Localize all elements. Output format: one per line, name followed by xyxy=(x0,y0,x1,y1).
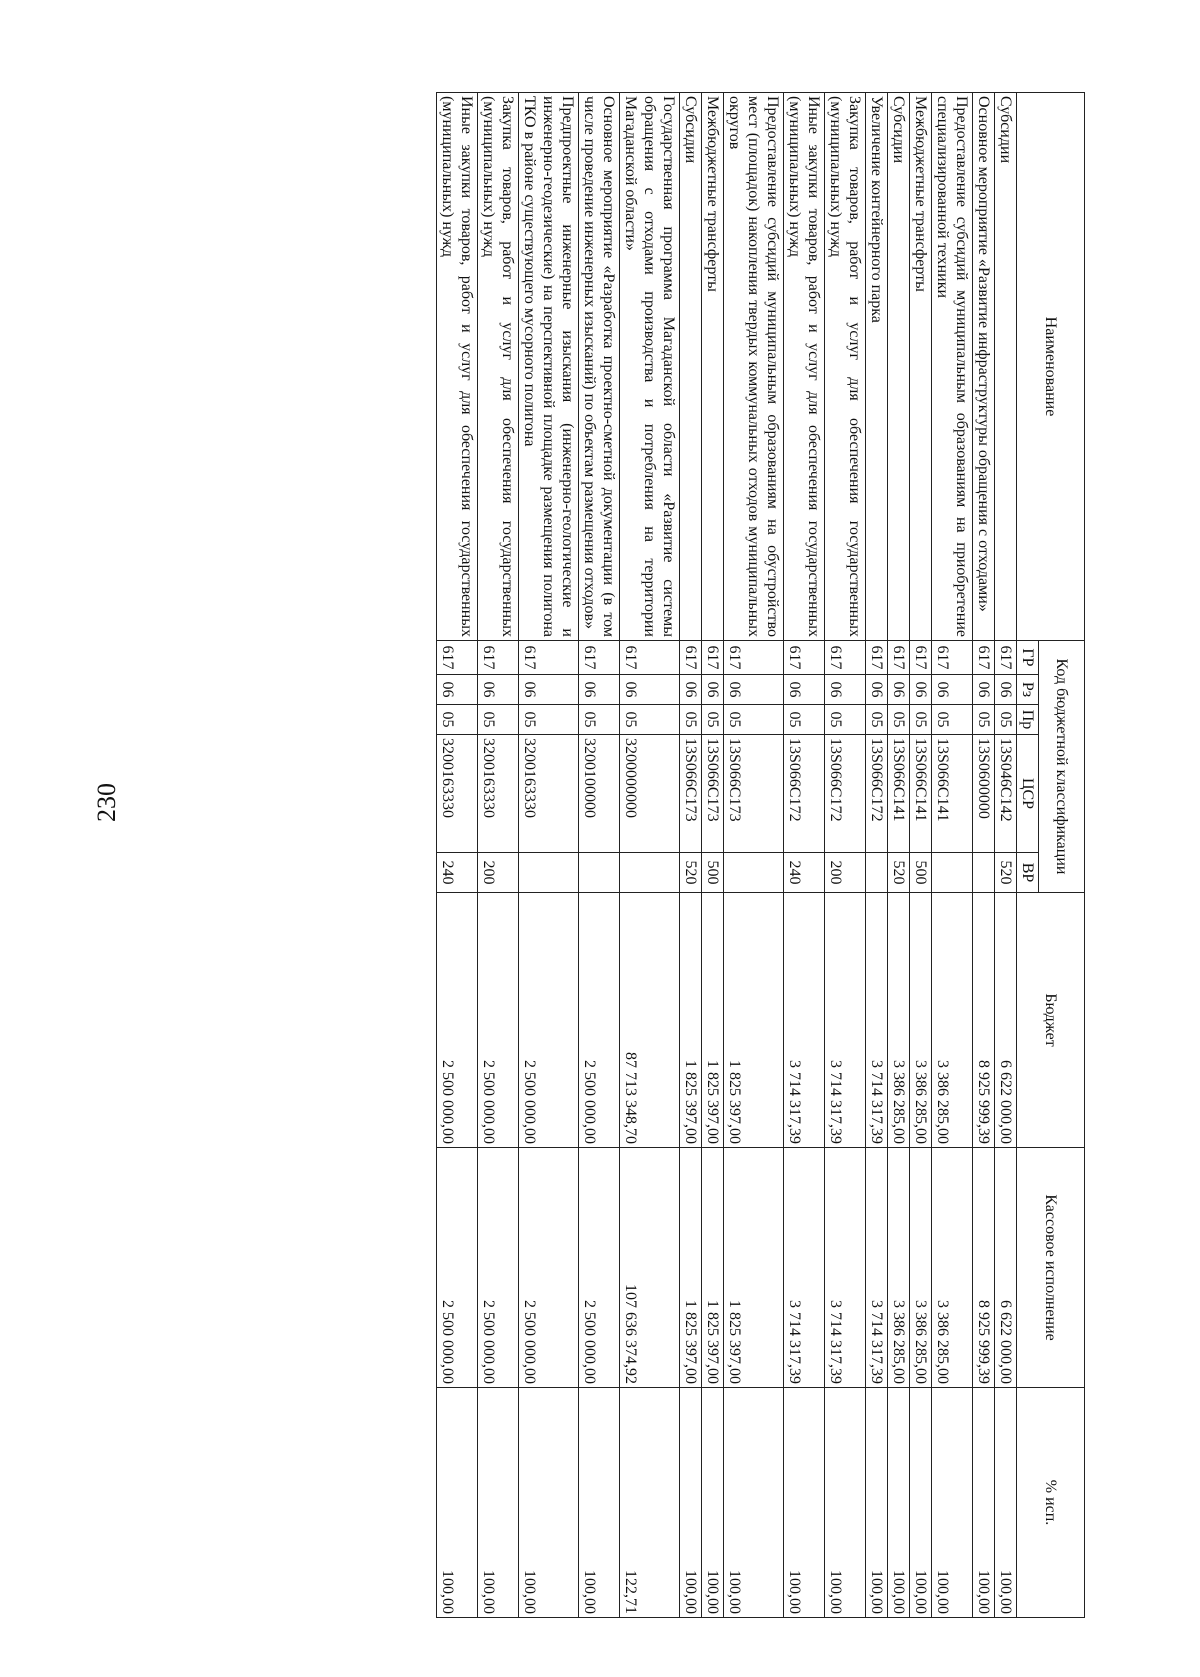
row-csr: 3200163330 xyxy=(478,735,519,853)
row-gr: 617 xyxy=(866,641,888,675)
row-vr xyxy=(932,853,973,893)
row-vr xyxy=(579,853,620,893)
budget-table-sheet xyxy=(165,92,1085,1617)
row-vr xyxy=(620,853,680,893)
row-rz: 06 xyxy=(680,675,702,705)
row-pct: 100,00 xyxy=(888,1388,910,1618)
row-csr: 3200163330 xyxy=(437,735,478,853)
row-pr: 05 xyxy=(519,705,579,735)
row-name: Межбюджетные трансферты xyxy=(702,93,724,641)
row-gr: 617 xyxy=(519,641,579,675)
row-vr: 520 xyxy=(995,853,1017,893)
row-vr: 240 xyxy=(784,853,825,893)
row-name: Иные закупки товаров, работ и услуг для обеспечения государственных (муниципальных) нужд xyxy=(784,93,825,641)
row-vr xyxy=(519,853,579,893)
row-pct: 100,00 xyxy=(866,1388,888,1618)
row-csr: 13S066С141 xyxy=(910,735,932,853)
table-row xyxy=(437,93,478,1618)
row-rz: 06 xyxy=(724,675,784,705)
header-code-group: Код бюджетной классификации xyxy=(1039,641,1085,893)
row-budget: 2 500 000,00 xyxy=(478,893,519,1148)
row-rz: 06 xyxy=(620,675,680,705)
row-pr: 05 xyxy=(437,705,478,735)
row-budget: 3 386 285,00 xyxy=(888,893,910,1148)
row-rz: 06 xyxy=(519,675,579,705)
row-csr: 13S066С141 xyxy=(932,735,973,853)
table-row xyxy=(825,93,866,1618)
row-budget: 2 500 000,00 xyxy=(437,893,478,1148)
row-cash: 1 825 397,00 xyxy=(680,1148,702,1388)
header-budget: Бюджет xyxy=(1017,893,1085,1148)
row-pct: 100,00 xyxy=(680,1388,702,1618)
budget-execution-table xyxy=(436,92,1085,1618)
table-header xyxy=(1017,93,1085,1618)
row-name: Основное мероприятие «Разработка проектно-сметной документации (в том числе проведение инженерных изысканий) по объектам размещения отходов» xyxy=(579,93,620,641)
row-pct: 100,00 xyxy=(437,1388,478,1618)
row-name: Предпроектные инженерные изыскания (инженерно-геологические и инженерно-геодезические) на перспективной площадке размещения полигона ТКО в районе существующего мусорного полигона xyxy=(519,93,579,641)
header-csr: ЦСР xyxy=(1017,735,1039,853)
header-rz: Рз xyxy=(1017,675,1039,705)
row-budget: 6 622 000,00 xyxy=(995,893,1017,1148)
row-name: Предоставление субсидий муниципальным образованиям на обустройство мест (площадок) накопления твердых коммунальных отходов муниципальных округов xyxy=(724,93,784,641)
row-rz: 06 xyxy=(702,675,724,705)
row-name: Субсидии xyxy=(888,93,910,641)
row-vr xyxy=(866,853,888,893)
row-gr: 617 xyxy=(680,641,702,675)
row-cash: 3 714 317,39 xyxy=(825,1148,866,1388)
row-vr xyxy=(973,853,995,893)
table-row xyxy=(784,93,825,1618)
row-budget: 3 386 285,00 xyxy=(932,893,973,1148)
table-row xyxy=(866,93,888,1618)
row-pr: 05 xyxy=(784,705,825,735)
row-csr: 3200163330 xyxy=(519,735,579,853)
row-name: Межбюджетные трансферты xyxy=(910,93,932,641)
row-rz: 06 xyxy=(825,675,866,705)
row-gr: 617 xyxy=(702,641,724,675)
row-cash: 2 500 000,00 xyxy=(478,1148,519,1388)
header-pct: % исп. xyxy=(1017,1388,1085,1618)
row-gr: 617 xyxy=(620,641,680,675)
row-pct: 100,00 xyxy=(825,1388,866,1618)
row-name: Увеличение контейнерного парка xyxy=(866,93,888,641)
row-cash: 3 386 285,00 xyxy=(932,1148,973,1388)
row-gr: 617 xyxy=(579,641,620,675)
row-cash: 1 825 397,00 xyxy=(724,1148,784,1388)
table-row xyxy=(888,93,910,1618)
row-rz: 06 xyxy=(437,675,478,705)
row-csr: 13S066С173 xyxy=(724,735,784,853)
row-budget: 3 714 317,39 xyxy=(784,893,825,1148)
row-pr: 05 xyxy=(478,705,519,735)
row-pct: 100,00 xyxy=(478,1388,519,1618)
row-budget: 1 825 397,00 xyxy=(724,893,784,1148)
table-row xyxy=(620,93,680,1618)
row-rz: 06 xyxy=(784,675,825,705)
table-row xyxy=(973,93,995,1618)
row-gr: 617 xyxy=(825,641,866,675)
row-pr: 05 xyxy=(680,705,702,735)
header-pr: Пр xyxy=(1017,705,1039,735)
row-rz: 06 xyxy=(932,675,973,705)
row-vr: 500 xyxy=(910,853,932,893)
row-gr: 617 xyxy=(932,641,973,675)
row-pct: 100,00 xyxy=(932,1388,973,1618)
row-pr: 05 xyxy=(866,705,888,735)
row-pct: 100,00 xyxy=(995,1388,1017,1618)
row-budget: 3 714 317,39 xyxy=(866,893,888,1148)
row-csr: 3200100000 xyxy=(579,735,620,853)
row-rz: 06 xyxy=(866,675,888,705)
header-name: Наименование xyxy=(1017,93,1085,641)
row-cash: 3 714 317,39 xyxy=(866,1148,888,1388)
table-row xyxy=(995,93,1017,1618)
row-cash: 3 386 285,00 xyxy=(888,1148,910,1388)
row-cash: 3 714 317,39 xyxy=(784,1148,825,1388)
row-pr: 05 xyxy=(888,705,910,735)
row-name: Иные закупки товаров, работ и услуг для обеспечения государственных (муниципальных) нужд xyxy=(437,93,478,641)
row-cash: 8 925 999,39 xyxy=(973,1148,995,1388)
row-name: Закупка товаров, работ и услуг для обеспечения государственных (муниципальных) нужд xyxy=(478,93,519,641)
row-pr: 05 xyxy=(995,705,1017,735)
row-budget: 1 825 397,00 xyxy=(680,893,702,1148)
row-cash: 3 386 285,00 xyxy=(910,1148,932,1388)
row-gr: 617 xyxy=(437,641,478,675)
row-pr: 05 xyxy=(724,705,784,735)
row-rz: 06 xyxy=(478,675,519,705)
row-pr: 05 xyxy=(620,705,680,735)
row-csr: 13S066С173 xyxy=(680,735,702,853)
row-cash: 1 825 397,00 xyxy=(702,1148,724,1388)
row-pct: 100,00 xyxy=(910,1388,932,1618)
table-row xyxy=(702,93,724,1618)
row-rz: 06 xyxy=(888,675,910,705)
row-name: Закупка товаров, работ и услуг для обеспечения государственных (муниципальных) нужд xyxy=(825,93,866,641)
row-csr: 13S066С172 xyxy=(866,735,888,853)
row-vr: 500 xyxy=(702,853,724,893)
row-budget: 1 825 397,00 xyxy=(702,893,724,1148)
row-budget: 8 925 999,39 xyxy=(973,893,995,1148)
row-name: Субсидии xyxy=(680,93,702,641)
row-name: Субсидии xyxy=(995,93,1017,641)
row-vr: 520 xyxy=(888,853,910,893)
row-gr: 617 xyxy=(995,641,1017,675)
row-vr: 520 xyxy=(680,853,702,893)
row-pct: 122,71 xyxy=(620,1388,680,1618)
table-row xyxy=(932,93,973,1618)
row-pr: 05 xyxy=(702,705,724,735)
header-cash: Кассовое исполнение xyxy=(1017,1148,1085,1388)
header-gr: ГР xyxy=(1017,641,1039,675)
row-pr: 05 xyxy=(973,705,995,735)
row-budget: 87 713 348,70 xyxy=(620,893,680,1148)
row-csr: 13S066С172 xyxy=(784,735,825,853)
row-csr: 13S066С141 xyxy=(888,735,910,853)
row-pct: 100,00 xyxy=(784,1388,825,1618)
row-cash: 2 500 000,00 xyxy=(519,1148,579,1388)
row-csr: 13S066С172 xyxy=(825,735,866,853)
row-gr: 617 xyxy=(910,641,932,675)
row-budget: 3 714 317,39 xyxy=(825,893,866,1148)
row-pct: 100,00 xyxy=(579,1388,620,1618)
row-csr: 3200000000 xyxy=(620,735,680,853)
row-gr: 617 xyxy=(888,641,910,675)
row-name: Предоставление субсидий муниципальным образованиям на приобретение специализированной техники xyxy=(932,93,973,641)
row-cash: 107 636 374,92 xyxy=(620,1148,680,1388)
row-rz: 06 xyxy=(910,675,932,705)
row-vr: 200 xyxy=(825,853,866,893)
table-row xyxy=(478,93,519,1618)
row-pct: 100,00 xyxy=(724,1388,784,1618)
row-pct: 100,00 xyxy=(702,1388,724,1618)
row-rz: 06 xyxy=(973,675,995,705)
row-vr: 200 xyxy=(478,853,519,893)
row-gr: 617 xyxy=(784,641,825,675)
row-rz: 06 xyxy=(995,675,1017,705)
row-budget: 3 386 285,00 xyxy=(910,893,932,1148)
row-cash: 6 622 000,00 xyxy=(995,1148,1017,1388)
row-csr: 13S0600000 xyxy=(973,735,995,853)
page-number: 230 xyxy=(92,783,121,822)
row-budget: 2 500 000,00 xyxy=(579,893,620,1148)
row-cash: 2 500 000,00 xyxy=(579,1148,620,1388)
table-body xyxy=(437,93,1017,1618)
row-gr: 617 xyxy=(973,641,995,675)
row-name: Основное мероприятие «Развитие инфраструктуры обращения с отходами» xyxy=(973,93,995,641)
table-row xyxy=(579,93,620,1618)
row-csr: 13S066С173 xyxy=(702,735,724,853)
row-pct: 100,00 xyxy=(519,1388,579,1618)
table-row xyxy=(680,93,702,1618)
table-row xyxy=(724,93,784,1618)
row-pr: 05 xyxy=(825,705,866,735)
row-gr: 617 xyxy=(724,641,784,675)
row-pct: 100,00 xyxy=(973,1388,995,1618)
header-vr: ВР xyxy=(1017,853,1039,893)
row-cash: 2 500 000,00 xyxy=(437,1148,478,1388)
row-gr: 617 xyxy=(478,641,519,675)
row-pr: 05 xyxy=(910,705,932,735)
row-vr xyxy=(724,853,784,893)
table-row xyxy=(910,93,932,1618)
row-pr: 05 xyxy=(932,705,973,735)
row-csr: 13S046С142 xyxy=(995,735,1017,853)
row-vr: 240 xyxy=(437,853,478,893)
row-budget: 2 500 000,00 xyxy=(519,893,579,1148)
row-name: Государственная программа Магаданской области «Развитие системы обращения с отходами производства и потребления на территории Магаданской области» xyxy=(620,93,680,641)
table-row xyxy=(519,93,579,1618)
row-pr: 05 xyxy=(579,705,620,735)
row-rz: 06 xyxy=(579,675,620,705)
